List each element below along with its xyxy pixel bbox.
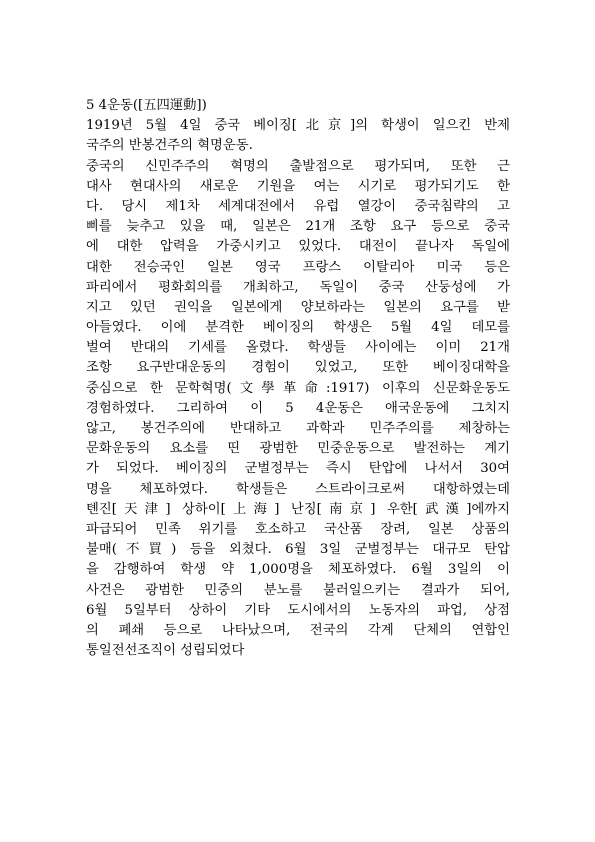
text-line: 중심으로 한 문학혁명(文學革命:1917) 이후의 신문화운동도 xyxy=(86,380,510,396)
article-title: 5 4운동([五四運動]) xyxy=(86,98,207,113)
text-line: 사건은 광범한 민중의 분노를 불러일으키는 결과가 되어, xyxy=(86,582,510,598)
text-line: 아들였다. 이에 분격한 베이징의 학생은 5월 4일 데모를 xyxy=(86,320,510,336)
text-line: 경험하였다. 그리하여 이 5 4운동은 애국운동에 그치지 xyxy=(86,400,510,416)
text-line: 대한 전승국인 일본 영국 프랑스 이탈리아 미국 등은 xyxy=(86,259,510,275)
text-line: 삐를 늦추고 있을 때, 일본은 21개 조항 요구 등으로 중국 xyxy=(86,219,510,235)
text-line: 대사 현대사의 새로운 기원을 여는 시기로 평가되기도 한 xyxy=(86,178,510,194)
text-line: 명을 체포하였다. 학생들은 스트라이크로써 대항하였는데 xyxy=(86,481,510,497)
article-body xyxy=(86,96,510,661)
text-line: 다. 당시 제1차 세계대전에서 유럽 열강이 중국침략의 고 xyxy=(86,198,510,214)
text-line: 벌여 반대의 기세를 올렸다. 학생들 사이에는 이미 21개 xyxy=(86,340,510,356)
text-line: 중국의 신민주주의 혁명의 출발점으로 평가되며, 또한 근 xyxy=(86,158,510,174)
text-line: 파리에서 평화회의를 개최하고, 독일이 중국 산둥성에 가 xyxy=(86,279,510,295)
text-line: 가 되었다. 베이징의 군벌정부는 즉시 탄압에 나서서 30여 xyxy=(86,461,510,477)
text-line: 않고, 봉건주의에 반대하고 과학과 민주주의를 제창하는 xyxy=(86,421,510,436)
text-line: 국주의 반봉건주의 혁명운동. xyxy=(86,138,253,154)
text-line: 1919년 5월 4일 중국 베이징[北京]의 학생이 일으킨 반제 xyxy=(86,118,510,134)
text-line: 통일전선조직이 성립되었다 xyxy=(86,643,245,659)
text-line: 불매(不買) 등을 외쳤다. 6월 3일 군벌정부는 대규모 탄압 xyxy=(86,542,510,558)
text-line: 파급되어 민족 위기를 호소하고 국산품 장려, 일본 상품의 xyxy=(86,521,510,537)
text-line: 조항 요구반대운동의 경험이 있었고, 또한 베이징대학을 xyxy=(86,360,510,376)
text-line: 을 감행하여 학생 약 1,000명을 체포하였다. 6월 3일의 이 xyxy=(86,562,510,578)
text-line: 지고 있던 권익을 일본에게 양보하라는 일본의 요구를 받 xyxy=(86,299,510,315)
text-line: 에 대한 압력을 가중시키고 있었다. 대전이 끝나자 독일에 xyxy=(86,239,510,255)
text-line: 6월 5일부터 상하이 기타 도시에서의 노동자의 파업, 상점 xyxy=(86,602,510,618)
text-line: 문화운동의 요소를 띤 광범한 민중운동으로 발전하는 계기 xyxy=(86,441,510,457)
text-line: 의 폐쇄 등으로 나타났으며, 전국의 각계 단체의 연합인 xyxy=(86,622,510,638)
text-line: 톈진[天津] 상하이[上海] 난징[南京] 우한[武漢]에까지 xyxy=(86,501,510,517)
